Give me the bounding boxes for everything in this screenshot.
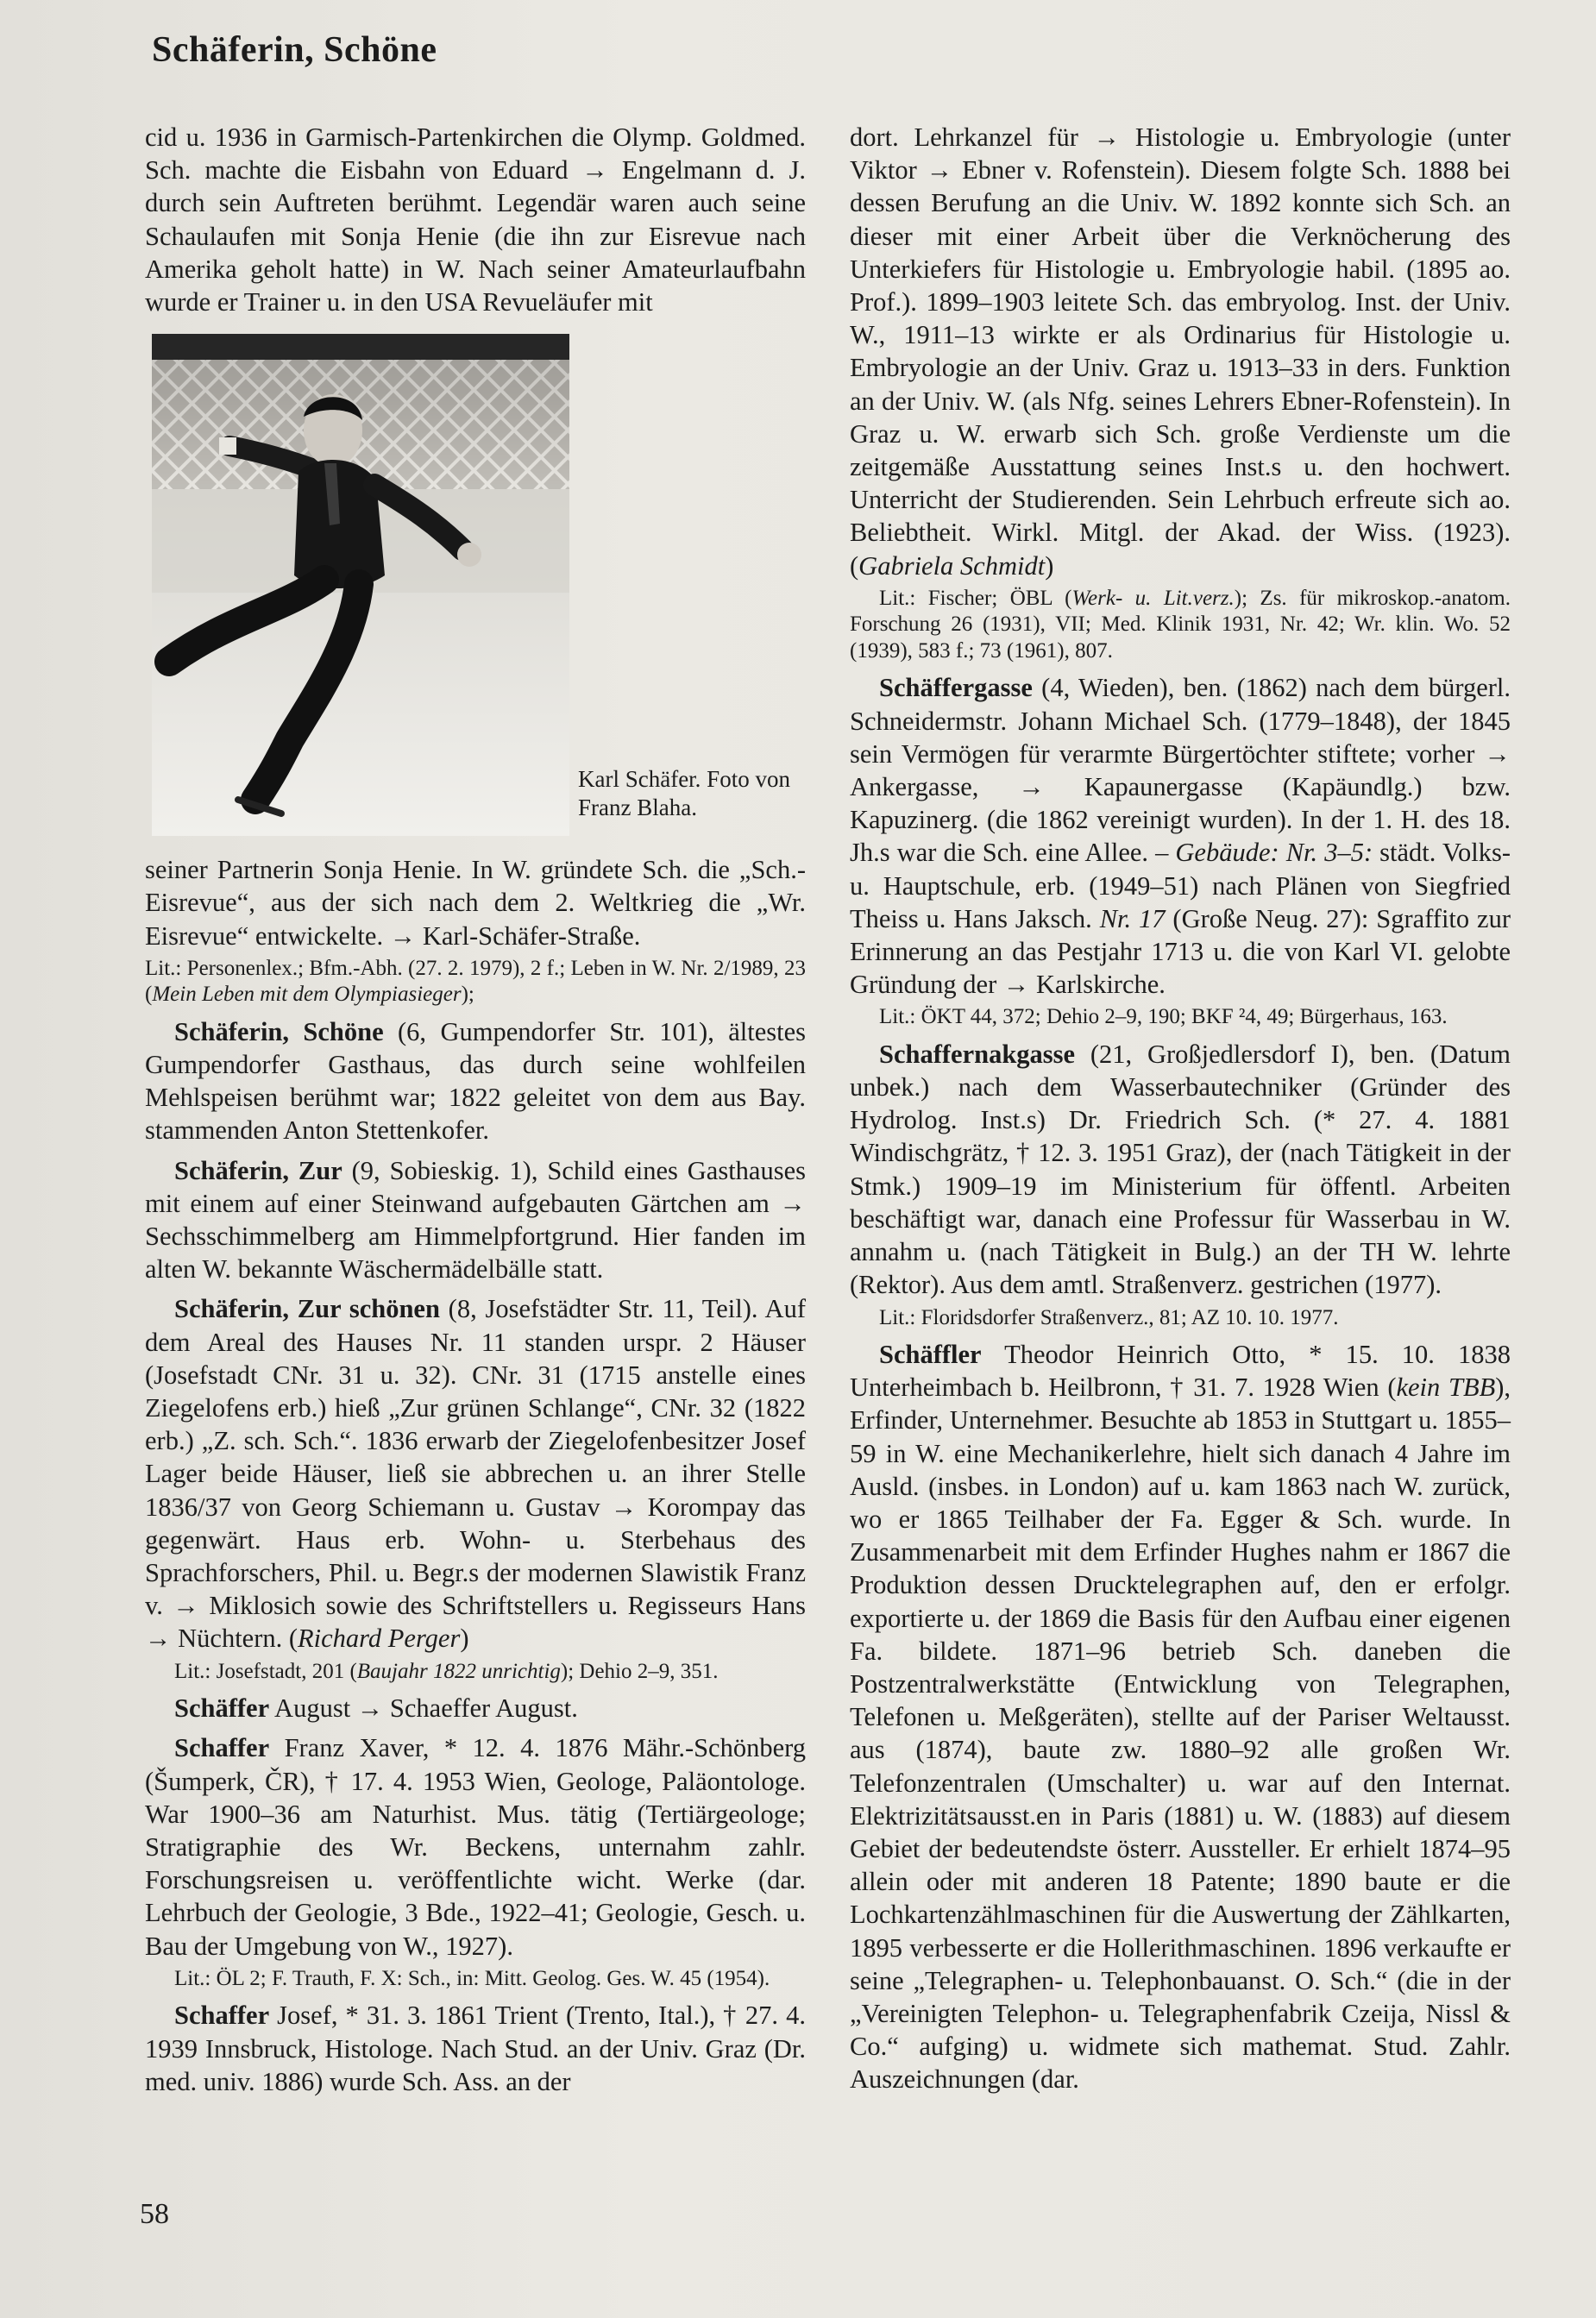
entry-schaeferin-zur — [145, 1154, 806, 1286]
right-column — [850, 121, 1511, 2096]
entry-schaeferin-zur-schoenen — [145, 1292, 806, 1655]
entry-headword: Schäferin, Zur — [174, 1155, 342, 1185]
entry-author: Richard Perger — [298, 1624, 461, 1654]
literature-title: Mein Leben mit dem Olympiasieger — [152, 983, 462, 1007]
literature-note: Lit.: ÖKT 44, 372; Dehio 2–9, 190; BKF ²4, 49; Bürgerhaus, 163. — [879, 1005, 1448, 1029]
paragraph: cid u. 1936 in Garmisch-Partenkirchen die Olymp. Goldmed. Sch. machte die Eisbahn von Eduard → Engelmann d. J. durch sein Auftreten berühmt. Legendär waren auch seine Schaulaufen mit Sonja Henie (die ihn zur Eisrevue nach Amerika geholt hatte) in W. Nach seiner Amateurlaufbahn wurde er Trainer u. in den USA Revueläufer mit — [145, 122, 806, 317]
literature-text: Lit.: Fischer; ÖBL ( — [879, 586, 1072, 610]
figure-caption: Karl Schäfer. Foto von Franz Blaha. — [578, 766, 790, 821]
entry-text: städt. Volks- u. Hauptschule, erb. (1949–51) nach Plänen von Siegfried Theiss u. Hans Jaksch. — [850, 838, 1511, 933]
entry-text: (8, Josefstädter Str. 11, Teil). Auf dem Areal des Hauses Nr. 11 standen urspr. 2 Häuser (Josefstadt CNr. 31 u. 32). CNr. 31 (1715 anstelle eines Ziegelofens erb.) hieß „Zur grünen Schlange“, CNr. 32 (1822 erb.) „Z. sch. Sch.“. 1836 erwarb der Ziegelofenbesitzer Josef Lager beide Häuser, ließ sie abbrechen u. an ihrer Stelle 1836/37 von Georg Schiemann u. Gustav → Korompay das gegenwärt. Haus erb. Wohn- u. Sterbehaus des Sprachforschers, Phil. u. Begr.s der modernen Slawistik Franz v. → Miklosich sowie des Schriftstellers u. Regisseurs Hans → Nüchtern. ( — [145, 1294, 806, 1654]
entry-schaffernakgasse — [850, 1038, 1511, 1302]
entry-headword: Schäferin, Zur schönen — [174, 1294, 440, 1324]
entry-headword: Schaffer — [174, 1733, 270, 1763]
entry-italic: Nr. 17 — [1099, 903, 1166, 933]
entry-text: (6, Gumpendorfer Str. 101), ältestes Gumpendorfer Gasthaus, das durch seine wohlfeilen Mehlspeisen berühmt war; 1822 geleitet von dem aus Bay. stammenden Anton Stettenkofer. — [145, 1016, 807, 1146]
entry-headword: Schäffer — [174, 1693, 270, 1724]
figure — [145, 325, 806, 843]
literature-text: Lit.: Josefstadt, 201 ( — [174, 1659, 357, 1683]
entry-italic: Gebäude: Nr. 3–5: — [1175, 838, 1373, 868]
entry-schaeffergasse — [850, 671, 1511, 1001]
literature-text: Lit.: Personenlex.; Bfm.-Abh. (27. 2. 1979), 2 f.; Leben in W. Nr. 2/1989, 23 ( — [145, 956, 806, 1007]
entry-text: (21, Großjedlersdorf I), ben. (Datum unbek.) nach dem Wasserbautechniker (Gründer des Hydrolog. Inst.s) Dr. Friedrich Sch. (* 27. 4. 1881 Windischgrätz, † 12. 3. 1951 Graz), der (nach Tätigkeit in der Stmk.) 1909–19 im Ministerium für öffentl. Arbeiten beschäftigt war, danach eine Professur für Wasserbau in W. annahm u. (nach Tätigkeit in Bulg.) an der TH W. lehrte (Rektor). Aus dem amtl. Straßenverz. gestrichen (1977). — [850, 1039, 1511, 1300]
literature-text: ); — [461, 983, 474, 1007]
literature-title: Werk- u. Lit.verz. — [1071, 586, 1235, 610]
entry-text: August → Schaeffer August. — [269, 1693, 578, 1724]
literature-note — [145, 1659, 806, 1686]
page-number: 58 — [140, 2198, 169, 2230]
paragraph — [850, 121, 1511, 582]
entry-text: ), Erfinder, Unternehmer. Besuchte ab 1853 in Stuttgart u. 1855–59 in W. eine Mechanikerlehre, hielt sich danach 4 Jahre im Ausld. (insbes. in London) auf u. kam 1863 nach W. zurück, wo er 1865 Teilhaber der Fa. Egger & Sch. wurde. In Zusammenarbeit mit dem Erfinder Hughes nahm er 1867 die Produktion dessen Drucktelegraphen auf, den er erfolgr. exportierte u. der 1869 die Basis für den Aufbau einer eigenen Fa. bildete. 1871–96 betrieb Sch. daneben die Postzentralwerkstätte (Entwicklung von Telegraphen, Telefonen u. Meßgeräten), stellte auf der Pariser Weltausst. aus (1874), baute zw. 1880–92 alle großen Wr. Telefonzentralen (Umschalter) u. war auf den Internat. Elektrizitätsausst.en in Paris (1881) u. W. (1883) auf diesem Gebiet der bedeutendste österr. Aussteller. Er erhielt 1874–95 allein oder mit anderen 18 Patente; 1890 baute er die Lochkartenzählmaschinen für die Auswertung der Zählkarten, 1895 verbesserte er die Hollerithmaschinen. 1896 verkaufte er seine „Telegraphen- u. Telephonbauanst. O. Sch.“ (die in der „Vereinigten Telephon- u. Telegraphenfabrik Czeija, Nissl & Co.“ aufging) u. widmete sich mathemat. Stud. Zahlr. Auszeichnungen (dar. — [850, 1373, 1511, 2095]
entry-text: ) — [460, 1624, 469, 1654]
entry-headword: Schaffernakgasse — [879, 1039, 1076, 1069]
entry-text: Theodor Heinrich Otto, * 15. 10. 1838 Unterheimbach b. Heilbronn, † 31. 7. 1928 Wien ( — [850, 1340, 1511, 1403]
paragraph: seiner Partnerin Sonja Henie. In W. gründete Sch. die „Sch.-Eisrevue“, aus der sich nach dem 2. Weltkrieg die „Wr. Eisrevue“ entwickelte. → Karl-Schäfer-Straße. — [145, 855, 806, 951]
entry-schaffer-josef — [145, 1999, 806, 2098]
entry-text: Franz Xaver, * 12. 4. 1876 Mähr.-Schönberg (Šumperk, ČR), † 17. 4. 1953 Wien, Geologe, Paläontologe. War 1900–36 am Naturhist. Mus. tätig (Tertiärgeologe; Stratigraphie des Wr. Beckens, unternahm zahlr. Forschungsreisen u. veröffentlichte wicht. Werke (dar. Lehrbuch der Geologie, 3 Bde., 1922–41; Geologie, Gesch. u. Bau der Umgebung von W., 1927). — [145, 1733, 806, 1961]
entry-schaeferin-schoene — [145, 1015, 806, 1147]
entry-headword: Schaffer — [174, 2001, 270, 2031]
literature-note — [850, 586, 1511, 665]
entry-text: Josef, * 31. 3. 1861 Trient (Trento, Ital.), † 27. 4. 1939 Innsbruck, Histologe. Nach Stud. an der Univ. Graz (Dr. med. univ. 1886) wurde Sch. Ass. an der — [145, 2001, 806, 2096]
entry-text: (9, Sobieskig. 1), Schild eines Gasthauses mit einem auf einer Steinwand aufgebauten Gärtchen am → Sechsschimmelberg am Himmelpfortgrund. Hier fanden im alten W. bekannte Wäschermädelbälle statt. — [145, 1155, 806, 1285]
entry-headword: Schäferin, Schöne — [174, 1016, 384, 1046]
literature-text: ); Zs. für mikroskop.-anatom. Forschung 26 (1931), VII; Med. Klinik 1931, Nr. 42; Wr. klin. Wo. 52 (1939), 583 f.; 73 (1961), 807. — [850, 586, 1511, 663]
entry-italic: kein TBB — [1396, 1373, 1496, 1403]
paragraph-text: dort. Lehrkanzel für → Histologie u. Embryologie (unter Viktor → Ebner v. Rofenstein). Diesem folgte Sch. 1888 bei dessen Berufung an die Univ. W. 1892 konnte sich Sch. an dieser mit einer Arbeit über die Verknöcherung des Unterkiefers für Histologie u. Embryologie habil. (1895 ao. Prof.). 1899–1903 leitete Sch. das embryolog. Inst. der Univ. W., 1911–13 wirkte er als Ordinarius für Histologie u. Embryologie an der Univ. Graz u. 1913–33 in ders. Funktion an der Univ. W. (als Nfg. seines Lehrers Ebner-Rofenstein). In Graz u. W. erwarb sich Sch. große Verdienste um die zeitgemäße Ausstattung seines Inst.s u. den hochwert. Unterricht der Studierenden. Sein Lehrbuch erfreute sich ao. Beliebtheit. Wirkl. Mitgl. der Akad. der Wiss. (1923). ( — [850, 122, 1511, 581]
entry-headword: Schäffler — [879, 1340, 982, 1369]
skater-photo-image — [152, 334, 569, 836]
entry-schaffer-franz-xaver — [145, 1731, 806, 1962]
literature-text: ); Dehio 2–9, 351. — [560, 1659, 719, 1683]
entry-text: (Große Neug. 27): Sgraffito zur Erinnerung an das Pestjahr 1713 u. die von Karl VI. gelobte Gründung der → Karlskirche. — [850, 903, 1511, 1000]
literature-note — [145, 956, 806, 1008]
entry-schaeffer-august — [145, 1692, 806, 1724]
literature-note: Lit.: ÖL 2; F. Trauth, F. X: Sch., in: Mitt. Geolog. Ges. W. 45 (1954). — [174, 1966, 770, 1990]
literature-title: Baujahr 1822 unrichtig — [356, 1659, 561, 1683]
literature-note: Lit.: Floridsdorfer Straßenverz., 81; AZ 10. 10. 1977. — [879, 1305, 1339, 1329]
entry-headword: Schäffergasse — [879, 673, 1033, 703]
left-column — [145, 121, 806, 2098]
skater-photo — [152, 334, 569, 836]
running-header: Schäferin, Schöne — [152, 30, 437, 70]
entry-schaeffler — [850, 1338, 1511, 2096]
entry-author: Gabriela Schmidt — [858, 550, 1046, 581]
entry-text: (4, Wieden), ben. (1862) nach dem bürgerl. Schneidermstr. Johann Michael Sch. (1779–1848), der 1845 sein Vermögen für verarmte Bürgertöchter stiftete; vorher → Ankergasse, → Kapaunergasse (Kapäundlg.) bzw. Kapuzinerg. (die 1862 vereinigt wurden). In der 1. H. des 18. Jh.s war die Sch. eine Allee. – — [850, 673, 1511, 868]
paragraph-text: ) — [1045, 550, 1054, 581]
